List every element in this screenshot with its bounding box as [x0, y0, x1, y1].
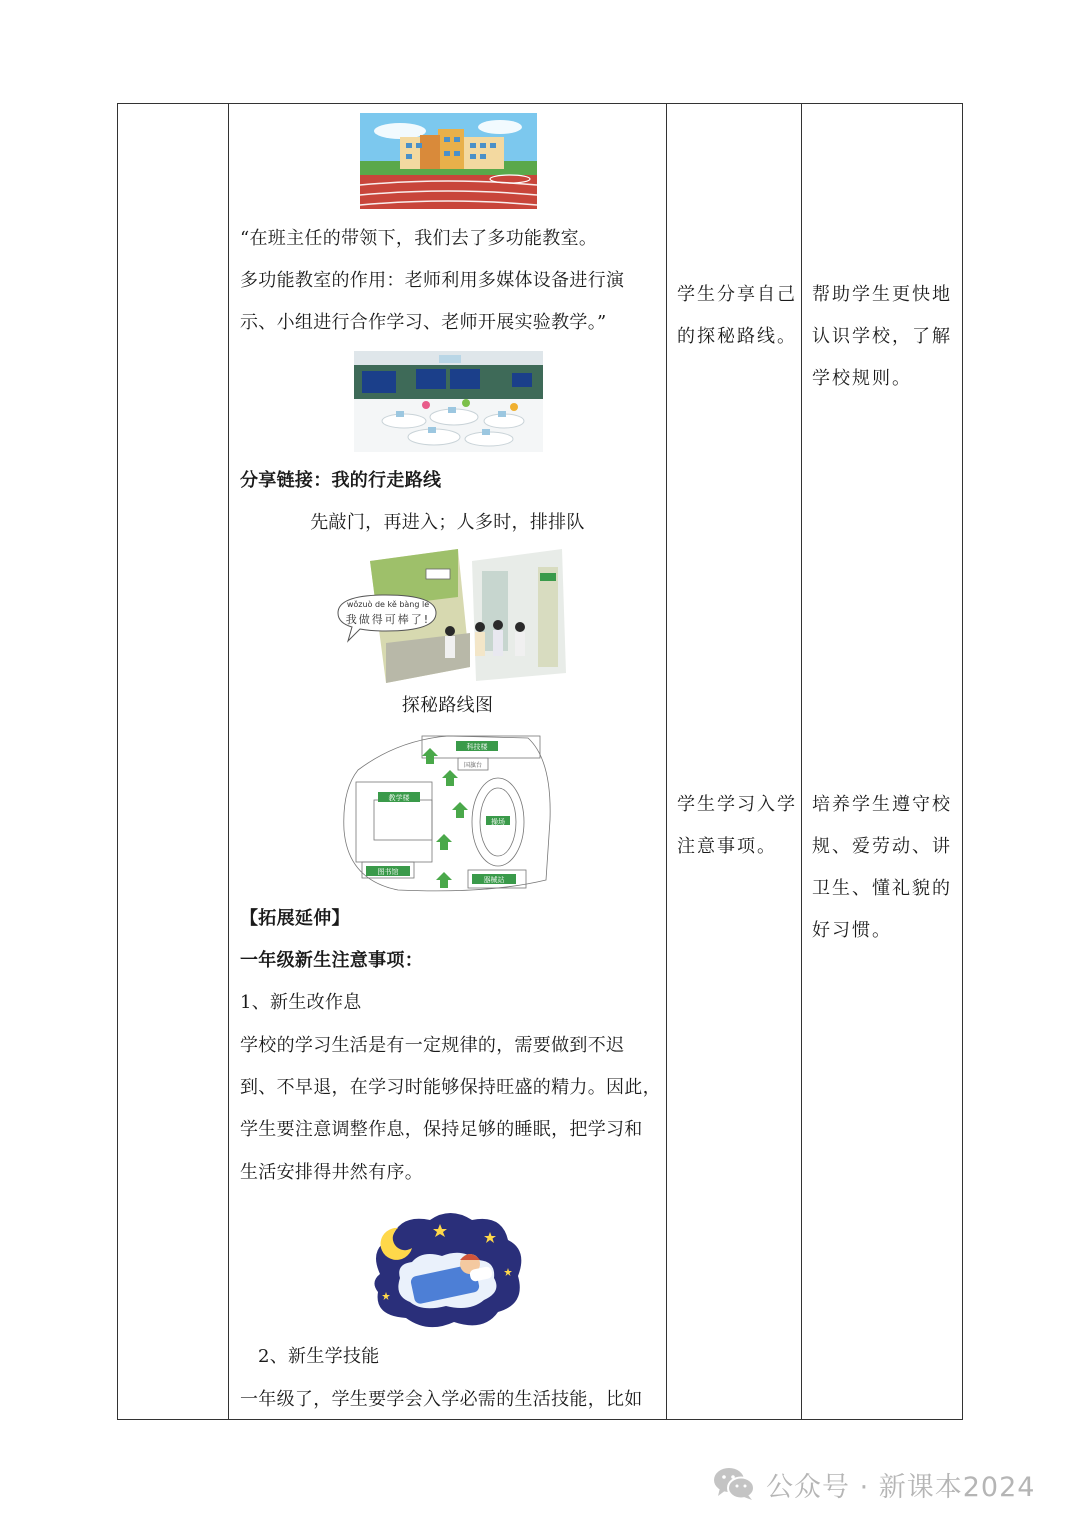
- speech-bubble-text: 我做得可棒了!: [345, 613, 431, 626]
- item1-line: 生活安排得井然有序。: [240, 1162, 423, 1183]
- intent-line: 学校规则。: [812, 368, 912, 389]
- map-label: 科技楼: [466, 743, 488, 751]
- map-label: 操场: [491, 818, 505, 826]
- intent-line: 卫生、懂礼貌的: [812, 878, 952, 899]
- intent-line: 培养学生遵守校: [812, 794, 952, 815]
- intent-text: [812, 784, 960, 952]
- intent-line: 规、爱劳动、讲: [812, 836, 952, 857]
- intent-line: 好习惯。: [812, 920, 892, 941]
- quote-line: 多功能教室的作用：老师利用多媒体设备进行演: [240, 270, 625, 291]
- intent-line: 认识学校，了解: [812, 326, 952, 347]
- map-label: 国旗台: [463, 762, 483, 769]
- item1-title: 1、新生改作息: [240, 992, 362, 1013]
- item2-line: 一年级了，学生要学会入学必需的生活技能，比如: [240, 1389, 643, 1410]
- item2-title: 2、新生学技能: [258, 1346, 380, 1367]
- share-rule-text: 先敲门，再进入；人多时，排排队: [310, 512, 585, 533]
- watermark: [712, 1462, 1035, 1506]
- speech-bubble-pinyin: wǒzuò de kě bàng le: [346, 600, 430, 609]
- quote-line: 示、小组进行合作学习、老师开展实验教学。”: [240, 312, 607, 333]
- activity-text: [677, 274, 797, 358]
- item1-line: 学生要注意调整作息，保持足够的睡眠，把学习和: [240, 1119, 643, 1140]
- intent-text: [812, 274, 960, 400]
- multimedia-classroom-image: [354, 351, 543, 452]
- activity-line: 学生学习入学: [677, 794, 797, 815]
- content-column: [229, 104, 666, 1419]
- activity-line: 注意事项。: [677, 836, 777, 857]
- item1-line: 学校的学习生活是有一定规律的，需要做到不迟: [240, 1035, 625, 1056]
- notes-title: 一年级新生注意事项：: [240, 950, 423, 971]
- map-label: 教学楼: [388, 794, 410, 802]
- sleeping-child-image: [366, 1208, 526, 1330]
- lesson-table: [117, 103, 963, 1420]
- activity-text: [677, 784, 797, 868]
- map-caption: 探秘路线图: [401, 695, 494, 716]
- wechat-icon: [712, 1466, 756, 1502]
- activity-column: [667, 104, 801, 1419]
- map-label: 图书馆: [377, 868, 399, 876]
- intent-column: [802, 104, 962, 1419]
- item1-line: 到、不早退，在学习时能够保持旺盛的精力。因此，: [240, 1077, 661, 1098]
- activity-line: 的探秘路线。: [677, 326, 797, 347]
- activity-line: 学生分享自己: [677, 284, 797, 305]
- school-building-image: [360, 113, 537, 209]
- map-label: 器械站: [483, 876, 505, 884]
- share-link-title: 分享链接：我的行走路线: [240, 470, 442, 491]
- students-queue-image: [330, 547, 570, 685]
- extend-title: 【拓展延伸】: [240, 908, 350, 929]
- route-map-image: [338, 730, 556, 897]
- watermark-text: 公众号 · 新课本2024: [766, 1471, 1036, 1503]
- quote-line: “在班主任的带领下，我们去了多功能教室。: [240, 228, 598, 249]
- intent-line: 帮助学生更快地: [812, 284, 952, 305]
